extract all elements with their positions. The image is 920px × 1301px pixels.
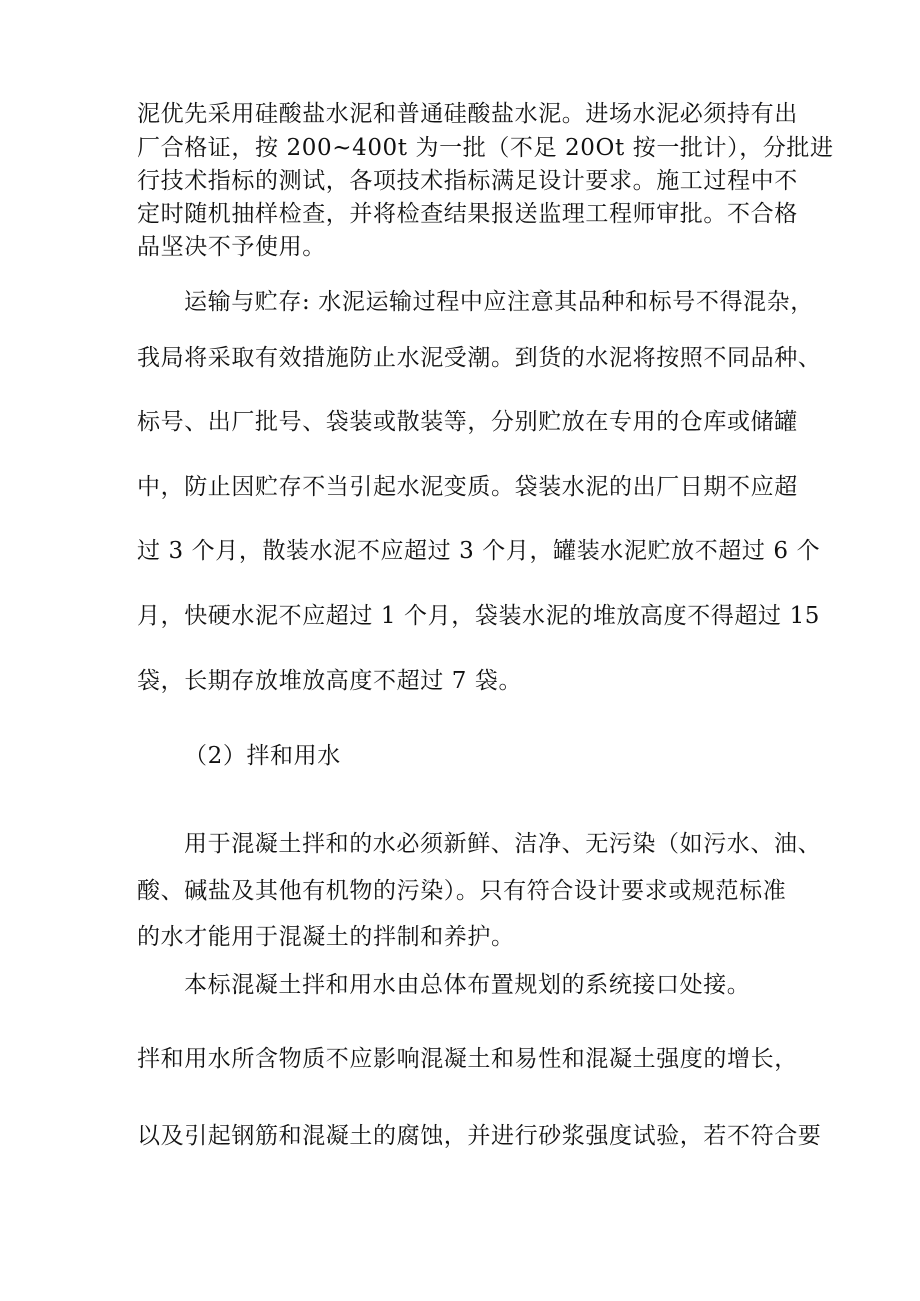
text-line: 中，防止因贮存不当引起水泥变质。袋装水泥的出厂日期不应超 — [137, 474, 798, 500]
text-line: 标号、出厂批号、袋装或散装等，分别贮放在专用的仓库或储罐 — [137, 409, 798, 435]
text-line: 运输与贮存: 水泥运输过程中应注意其品种和标号不得混杂， — [184, 289, 814, 315]
text-line: 行技术指标的测试，各项技术指标满足设计要求。施工过程中不 — [137, 168, 798, 194]
section-heading: （2）拌和用水 — [184, 743, 341, 769]
text-line: 以及引起钢筋和混凝土的腐蚀，并进行砂浆强度试验，若不符合要 — [137, 1123, 822, 1149]
text-line: 品坚决不予使用。 — [137, 234, 326, 260]
text-line: 月，快硬水泥不应超过 1 个月，袋装水泥的堆放高度不得超过 15 — [137, 603, 821, 629]
text-line: 的水才能用于混凝土的拌制和养护。 — [137, 924, 515, 950]
text-line: 过 3 个月，散装水泥不应超过 3 个月，罐装水泥贮放不超过 6 个 — [137, 538, 821, 564]
text-line: 厂合格证，按 200~400t 为一批（不足 20Ot 按一批计），分批进 — [137, 135, 834, 161]
text-line: 用于混凝土拌和的水必须新鲜、洁净、无污染（如污水、油、 — [184, 831, 822, 857]
text-line: 袋，长期存放堆放高度不超过 7 袋。 — [137, 668, 523, 694]
text-line: 本标混凝土拌和用水由总体布置规划的系统接口处接。 — [184, 972, 751, 998]
text-line: 我局将采取有效措施防止水泥受潮。到货的水泥将按照不同品种、 — [137, 345, 822, 371]
text-line: 泥优先采用硅酸盐水泥和普通硅酸盐水泥。进场水泥必须持有出 — [137, 101, 798, 127]
text-line: 酸、碱盐及其他有机物的污染）。只有符合设计要求或规范标准 — [137, 878, 787, 904]
text-line: 定时随机抽样检查，并将检查结果报送监理工程师审批。不合格 — [137, 201, 798, 227]
text-line: 拌和用水所含物质不应影响混凝土和易性和混凝土强度的增长， — [137, 1046, 798, 1072]
